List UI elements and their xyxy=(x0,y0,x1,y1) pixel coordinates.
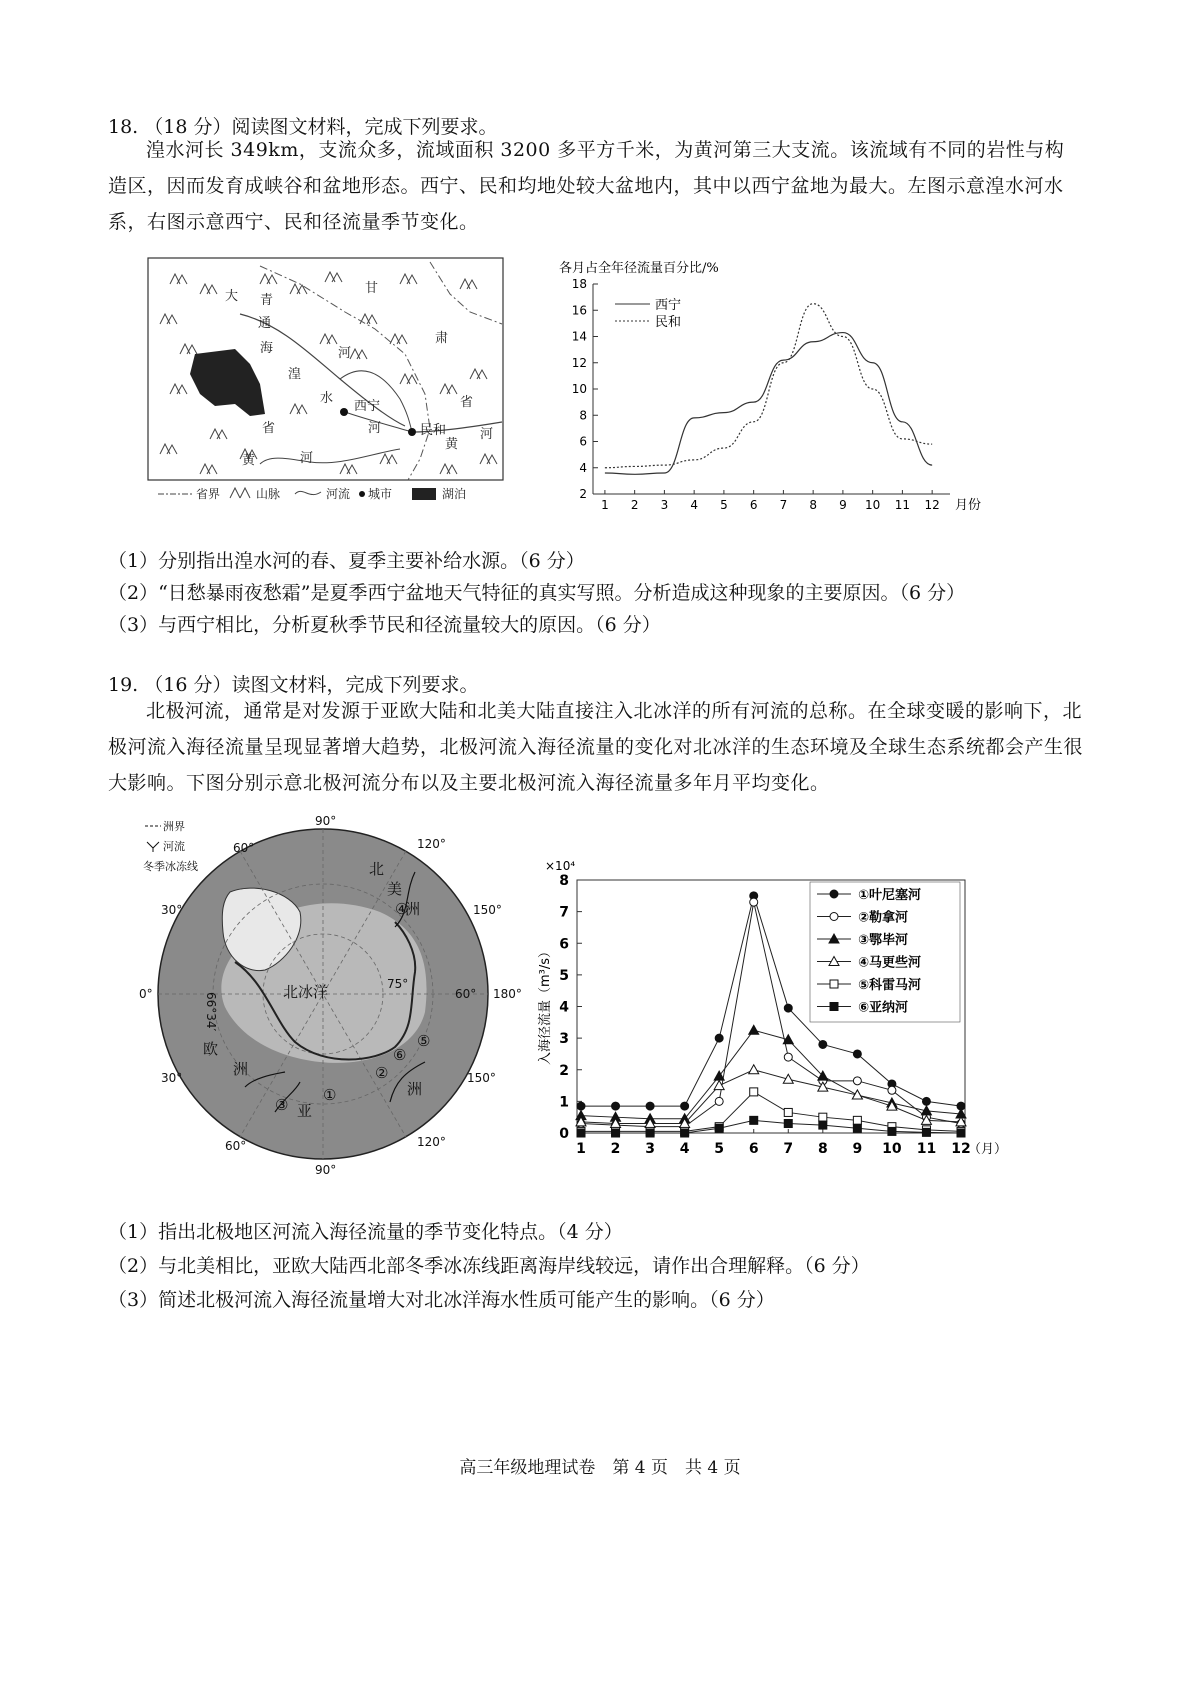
svg-text:②: ② xyxy=(375,1064,389,1082)
mountain-icon xyxy=(340,464,357,474)
map-label: 青 xyxy=(260,293,274,308)
y-tick-label: 16 xyxy=(571,303,587,318)
svg-text:北: 北 xyxy=(369,860,385,878)
province-border xyxy=(260,266,430,480)
y-tick-label: 6 xyxy=(579,434,587,449)
svg-text:60°: 60° xyxy=(233,841,255,855)
x-tick-label: 9 xyxy=(852,1141,863,1157)
map-label: 甘 xyxy=(365,281,379,296)
data-point xyxy=(681,1102,689,1110)
map-label: 大 xyxy=(225,289,239,304)
svg-text:洲: 洲 xyxy=(407,1080,423,1098)
legend-label: ②勒拿河 xyxy=(858,910,909,926)
data-point xyxy=(715,1097,723,1105)
svg-text:0°: 0° xyxy=(139,987,153,1001)
svg-text:④: ④ xyxy=(395,900,409,918)
minhe-label: 民和 xyxy=(420,423,447,438)
y-tick-label: 18 xyxy=(571,277,587,291)
svg-text:180°: 180° xyxy=(493,987,522,1001)
mountain-icon xyxy=(290,404,307,414)
legend-marker xyxy=(830,1003,838,1011)
data-point xyxy=(715,1124,723,1132)
svg-text:亚: 亚 xyxy=(297,1102,313,1120)
page-footer: 高三年级地理试卷 第 4 页 共 4 页 xyxy=(459,1458,741,1478)
minhe-city xyxy=(408,428,416,436)
q18-question-2: （2）“日愁暴雨夜愁霜”是夏季西宁盆地天气特征的真实写照。分析造成这种现象的主要原因。（6 分） xyxy=(108,582,966,604)
x-tick-label: 3 xyxy=(660,498,669,512)
data-point xyxy=(646,1102,654,1110)
map-label: 通 xyxy=(258,316,272,331)
legend-label: ③鄂毕河 xyxy=(858,933,909,948)
mountain-icon xyxy=(390,334,407,344)
qinghai-lake xyxy=(190,349,265,416)
x-tick-label: 5 xyxy=(714,1141,725,1157)
map-label: 河 xyxy=(368,421,382,436)
svg-text:⑥: ⑥ xyxy=(393,1046,407,1064)
map-label: 肃 xyxy=(435,331,449,346)
x-tick-label: 12 xyxy=(924,498,940,512)
mountain-icon xyxy=(350,349,367,359)
legend-label: ①叶尼塞河 xyxy=(858,888,922,903)
data-point xyxy=(853,1077,861,1085)
mountain-icon xyxy=(200,464,217,474)
x-tick-label: 7 xyxy=(779,498,788,512)
y-tick-label: 14 xyxy=(571,329,587,344)
q18-header: 18. （18 分）阅读图文材料，完成下列要求。 xyxy=(108,116,498,138)
x-tick-label: 9 xyxy=(839,498,847,512)
y-tick-label: 8 xyxy=(579,408,587,423)
svg-text:120°: 120° xyxy=(417,1135,446,1149)
data-point xyxy=(612,1129,620,1137)
legend-marker xyxy=(830,913,838,921)
y-tick-label: 4 xyxy=(579,460,587,475)
y-tick-label: 0 xyxy=(559,1126,569,1142)
legend-label: ⑤科雷马河 xyxy=(858,978,922,993)
y-tick-label: 6 xyxy=(559,936,569,953)
data-point xyxy=(784,1004,792,1012)
q18-question-1: （1）分别指出湟水河的春、夏季主要补给水源。（6 分） xyxy=(108,550,585,572)
svg-text:③: ③ xyxy=(275,1096,289,1114)
mountain-icon xyxy=(470,369,487,379)
y-tick-label: 1 xyxy=(559,1094,569,1111)
mountain-icon xyxy=(440,384,457,394)
x-tick-label: 4 xyxy=(690,498,698,512)
mountain-icon xyxy=(160,314,177,324)
q18-paragraph: 湟水河长 349km，支流众多，流域面积 3200 多平方千米，为黄河第三大支流。该流域有不同的岩性与构造区，因而发育成峡谷和盆地形态。西宁、民和均地处较大盆地内，其中以西宁盆地为最大。左图示意湟水河水系，右图示意西宁、民和径流量季节变化。 xyxy=(108,139,1065,233)
legend-label: ④马更些河 xyxy=(858,955,922,971)
mountain-icon xyxy=(210,429,227,439)
data-point xyxy=(646,1129,654,1137)
svg-text:洲: 洲 xyxy=(405,900,421,918)
legend-label: 民和 xyxy=(655,315,682,330)
x-tick-label: 8 xyxy=(817,1141,828,1157)
q19-paragraph: 北极河流，通常是对发源于亚欧大陆和北美大陆直接注入北冰洋的所有河流的总称。在全球变暖的影响下，北极河流入海径流量呈现显著增大趋势，北极河流入海径流量的变化对北冰洋的生态环境及全球生态系统都会产生很大影响。下图分别示意北极河流分布以及主要北极河流入海径流量多年月平均变化。 xyxy=(108,700,1084,794)
data-point xyxy=(819,1121,827,1129)
xining-city xyxy=(340,408,348,416)
data-point xyxy=(853,1124,861,1132)
river-discharge-chart xyxy=(525,850,1008,1170)
x-tick-label: 12 xyxy=(951,1141,971,1157)
mountain-icon xyxy=(170,384,187,394)
svg-text:60°: 60° xyxy=(455,987,477,1001)
data-point xyxy=(714,1071,724,1080)
arctic-polar-map xyxy=(125,812,525,1177)
legend-marker xyxy=(830,890,838,898)
x-axis-label: 月份 xyxy=(955,498,982,513)
data-point xyxy=(750,1088,758,1096)
x-tick-label: 2 xyxy=(610,1141,621,1157)
mountain-icon xyxy=(325,272,342,282)
xining-label: 西宁 xyxy=(354,399,381,414)
x-tick-label: 6 xyxy=(748,1141,759,1157)
legend-label: ⑥亚纳河 xyxy=(858,1000,909,1016)
svg-text:90°: 90° xyxy=(315,814,337,828)
data-point xyxy=(853,1050,861,1058)
q19-question-1: （1）指出北极地区河流入海径流量的季节变化特点。（4 分） xyxy=(108,1221,623,1243)
y-tick-label: 12 xyxy=(571,355,587,370)
mountain-icon xyxy=(200,284,217,294)
svg-text:冬季冰冻线: 冬季冰冻线 xyxy=(143,860,198,873)
y-tick-label: 2 xyxy=(579,487,587,501)
x-tick-label: 8 xyxy=(809,498,817,512)
map-label: 水 xyxy=(320,391,334,406)
y-multiplier: ×10⁴ xyxy=(545,859,576,873)
y-tick-label: 8 xyxy=(559,873,569,889)
q18-question-3: （3）与西宁相比，分析夏秋季节民和径流量较大的原因。（6 分） xyxy=(108,614,661,636)
data-point xyxy=(784,1120,792,1128)
svg-text:120°: 120° xyxy=(417,837,446,851)
map-label: 湟 xyxy=(288,367,302,382)
mountain-icon xyxy=(180,344,197,354)
data-point xyxy=(577,1129,585,1137)
data-point xyxy=(715,1034,723,1042)
mountain-icon xyxy=(380,454,397,464)
y-tick-label: 5 xyxy=(559,967,569,984)
mountain-icon xyxy=(460,279,477,289)
mountain-icon xyxy=(260,274,277,284)
x-tick-label: 3 xyxy=(645,1141,655,1157)
y-tick-label: 4 xyxy=(559,999,569,1016)
x-tick-label: 10 xyxy=(882,1141,902,1157)
map-label: 省 xyxy=(460,395,474,410)
map-label: 海 xyxy=(260,341,274,356)
map-label: 省 xyxy=(262,421,276,436)
svg-text:66°34′: 66°34′ xyxy=(204,992,218,1032)
svg-text:75°: 75° xyxy=(387,977,409,991)
legend-label: 西宁 xyxy=(655,298,682,313)
data-point xyxy=(784,1108,792,1116)
x-tick-label: 6 xyxy=(749,498,758,512)
data-point xyxy=(819,1113,827,1121)
y-axis-label: 入海径流量（m³/s） xyxy=(538,944,553,1066)
mountain-icon xyxy=(400,274,417,284)
q19-question-3: （3）简述北极河流入海径流量增大对北冰洋海水性质可能产生的影响。（6 分） xyxy=(108,1289,775,1311)
x-tick-label: 4 xyxy=(679,1141,690,1157)
y-tick-label: 7 xyxy=(559,904,569,921)
mountain-icon xyxy=(290,284,307,294)
polar-map-legend xyxy=(143,820,198,873)
series-line-1 xyxy=(605,333,932,475)
data-point xyxy=(612,1102,620,1110)
ocean-label: 北冰洋 xyxy=(283,983,329,1001)
y-axis-label: 各月占全年径流量百分比/% xyxy=(559,261,719,276)
mountain-icon xyxy=(440,464,457,474)
x-axis-label: （月） xyxy=(968,1142,1008,1157)
map-label: 黄 xyxy=(242,453,256,468)
svg-text:洲: 洲 xyxy=(233,1060,249,1078)
map-label: 河 xyxy=(300,451,314,466)
data-point xyxy=(750,1116,758,1124)
svg-text:150°: 150° xyxy=(473,903,502,917)
svg-text:30°: 30° xyxy=(161,903,183,917)
x-tick-label: 1 xyxy=(601,498,609,512)
mountain-icon xyxy=(480,454,497,464)
x-tick-label: 10 xyxy=(865,498,881,512)
svg-text:90°: 90° xyxy=(315,1163,337,1177)
map-label: 河 xyxy=(480,427,494,442)
x-tick-label: 5 xyxy=(720,498,728,512)
mountain-icon xyxy=(170,274,187,284)
series-line-5 xyxy=(581,1092,961,1132)
y-tick-label: 2 xyxy=(559,1062,569,1079)
svg-text:美: 美 xyxy=(387,880,403,898)
data-point xyxy=(922,1128,930,1136)
data-point xyxy=(784,1053,792,1061)
svg-text:河流: 河流 xyxy=(326,487,351,501)
runoff-percent-chart xyxy=(555,254,1000,519)
data-point xyxy=(749,1025,759,1034)
x-tick-label: 2 xyxy=(630,498,639,512)
huangshui-river-map xyxy=(140,254,520,514)
y-tick-label: 10 xyxy=(571,382,587,396)
q19-question-2: （2）与北美相比，亚欧大陆西北部冬季冰冻线距离海岸线较远，请作出合理解释。（6 分） xyxy=(108,1255,870,1277)
svg-text:⑤: ⑤ xyxy=(417,1032,431,1050)
x-tick-label: 1 xyxy=(576,1141,586,1157)
svg-text:30°: 30° xyxy=(161,1071,183,1085)
mountain-icon xyxy=(160,444,177,454)
data-point xyxy=(750,898,758,906)
data-point xyxy=(922,1097,930,1105)
data-point xyxy=(681,1129,689,1137)
y-tick-label: 3 xyxy=(559,1031,569,1048)
legend-marker xyxy=(830,980,838,988)
q19-header: 19. （16 分）读图文材料，完成下列要求。 xyxy=(108,674,479,696)
svg-text:城市: 城市 xyxy=(368,487,393,501)
svg-text:150°: 150° xyxy=(467,1071,496,1085)
data-point xyxy=(749,1065,759,1074)
data-point xyxy=(853,1116,861,1124)
series-line-2 xyxy=(605,304,932,468)
svg-text:河流: 河流 xyxy=(163,840,185,853)
data-point xyxy=(957,1129,965,1137)
mountain-icon xyxy=(400,374,417,384)
map-label: 黄 xyxy=(445,437,459,452)
svg-text:60°: 60° xyxy=(225,1139,247,1153)
data-point xyxy=(888,1086,896,1094)
svg-text:欧: 欧 xyxy=(203,1040,219,1058)
svg-text:山脉: 山脉 xyxy=(256,487,281,501)
x-tick-label: 11 xyxy=(894,498,911,512)
mountain-icon xyxy=(320,334,337,344)
svg-text:湖泊: 湖泊 xyxy=(442,487,467,501)
data-point xyxy=(577,1102,585,1110)
x-tick-label: 7 xyxy=(783,1141,794,1157)
x-tick-label: 11 xyxy=(916,1141,937,1157)
data-point xyxy=(819,1040,827,1048)
svg-text:洲界: 洲界 xyxy=(163,820,185,833)
svg-text:①: ① xyxy=(323,1086,337,1104)
map-legend xyxy=(158,486,466,501)
series-line-4 xyxy=(581,1070,961,1124)
svg-text:省界: 省界 xyxy=(196,487,221,501)
map-label: 河 xyxy=(338,346,352,361)
data-point xyxy=(888,1127,896,1135)
